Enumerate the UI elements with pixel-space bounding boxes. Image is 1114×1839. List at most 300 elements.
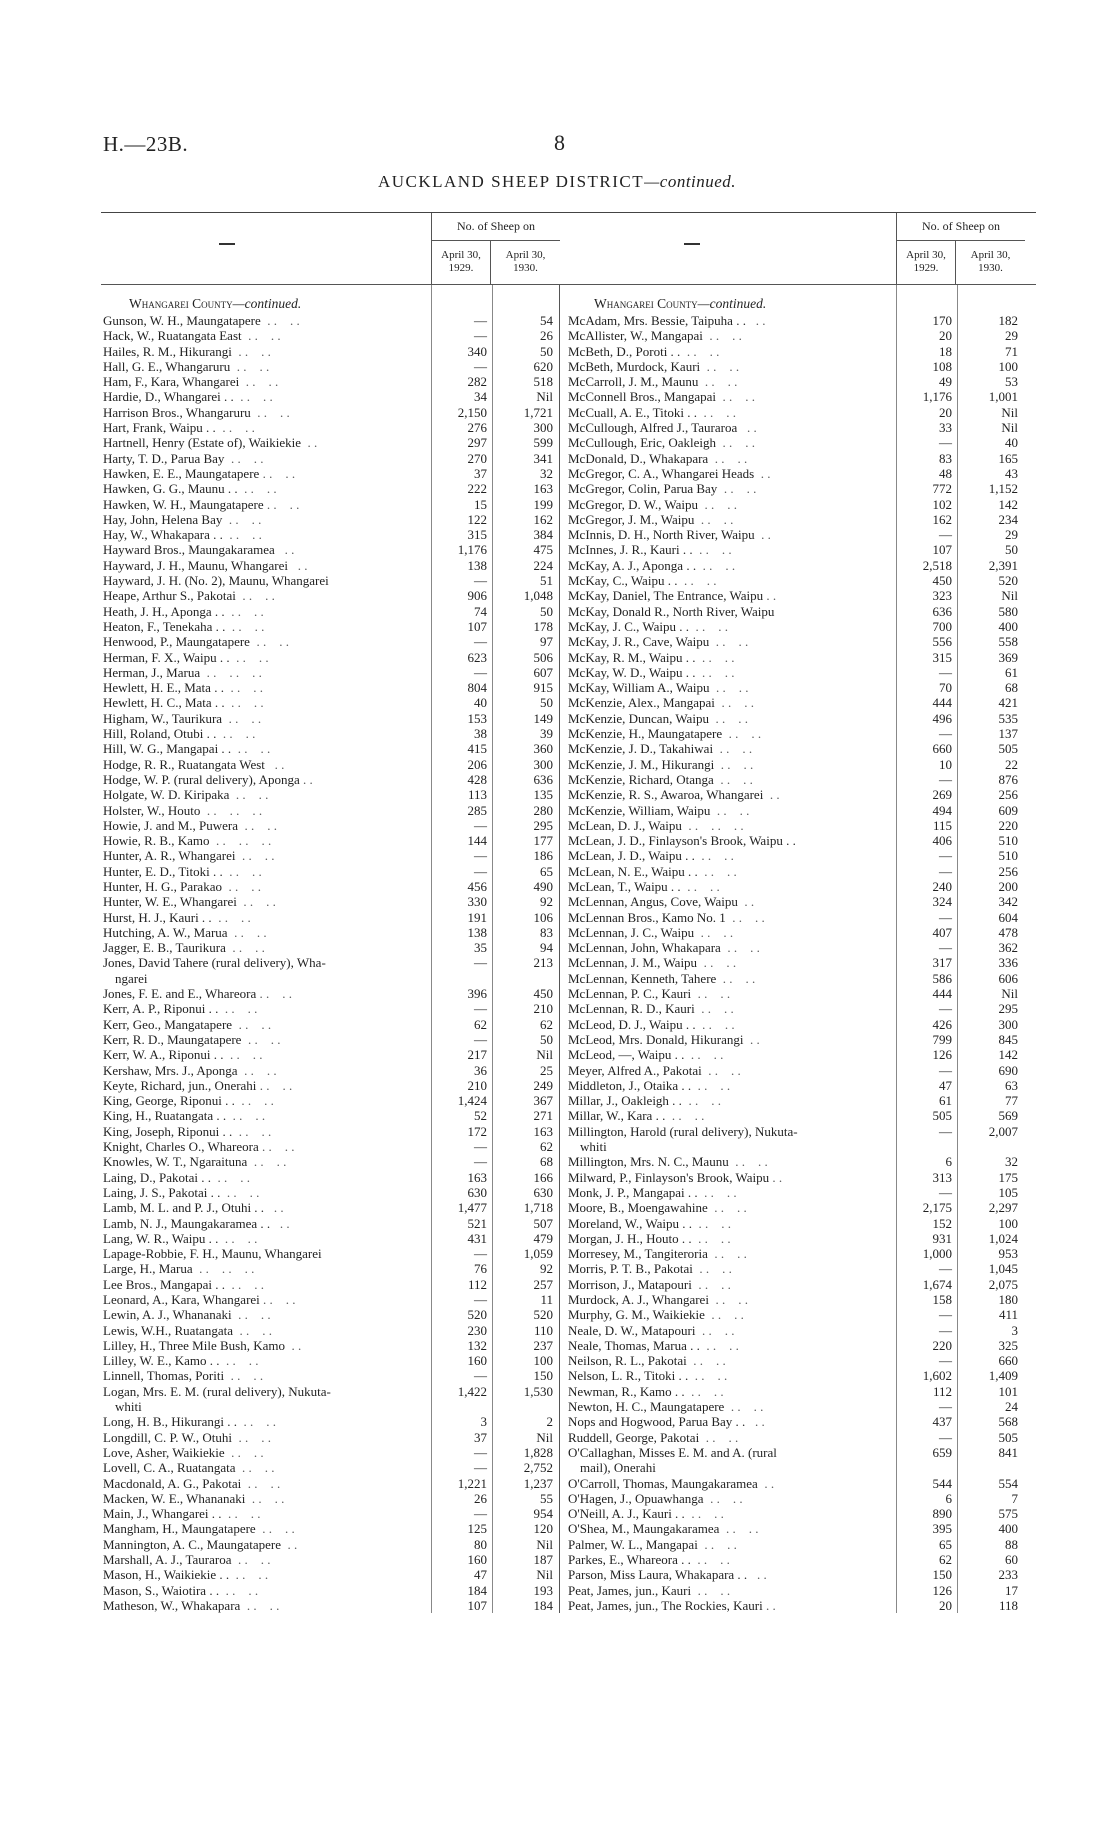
farmer-name: [568, 1598, 890, 1613]
table-row: [101, 864, 571, 879]
table-row: [101, 1506, 571, 1521]
sheep-1929: —: [474, 358, 487, 374]
name-text: Morresey, M., Tangiteroria: [568, 1246, 708, 1262]
sheep-1930: 1,045: [988, 1261, 1018, 1277]
name-text: McLennan, J. C., Waipu: [568, 924, 695, 940]
leader-dots: . . . .: [258, 1139, 295, 1155]
table-row: [101, 1170, 571, 1185]
leader-dots: . . . .: [219, 1353, 259, 1369]
farmer-name: [103, 558, 425, 573]
farmer-name: [103, 1108, 425, 1123]
sheep-1930: 62: [540, 1139, 553, 1155]
name-text: Neale, Thomas, Marua . .: [568, 1337, 700, 1353]
sheep-1930: 220: [998, 817, 1018, 833]
name-text: McKay, J. R., Cave, Waipu: [568, 634, 710, 650]
leader-dots: . . . .: [224, 603, 264, 619]
leader-dots: . . . .: [688, 1368, 728, 1384]
farmer-name: [568, 389, 890, 404]
farmer-name: [568, 1552, 890, 1567]
table-row: [101, 848, 571, 863]
table-row: [566, 344, 1036, 359]
farmer-name: [568, 940, 890, 955]
continued-label: —continued.: [232, 296, 302, 311]
sheep-1929: 170: [932, 313, 952, 328]
april-1930-header: April 30, 1930.: [505, 249, 546, 274]
leader-dots: . . . .: [240, 1597, 280, 1613]
name-text: Lapage-Robbie, F. H., Maunu, Whangarei: [103, 1246, 322, 1262]
farmer-name: [568, 588, 890, 603]
leader-dots: . . . .: [709, 680, 749, 696]
table-row: [101, 359, 571, 374]
table-row: [101, 512, 571, 527]
farmer-name: [568, 466, 890, 481]
name-text: Heaton, F., Tenekaha . .: [103, 618, 226, 634]
leader-dots: . . . .: [223, 1047, 263, 1063]
farmer-name: [103, 1078, 425, 1093]
leader-dots: . . . .: [697, 1536, 737, 1552]
leader-dots: . . . .: [684, 1047, 724, 1063]
sheep-1930: 367: [533, 1093, 553, 1109]
table-row: [566, 848, 1036, 863]
farmer-name: [568, 558, 890, 573]
name-column-dash: [684, 243, 700, 245]
farmer-name: [103, 328, 425, 343]
name-text: McLean, D. J., Waipu: [568, 817, 682, 833]
table-row: [566, 955, 1036, 970]
sheep-1929: —: [474, 848, 487, 864]
name-text: McCuall, A. E., Titoki . .: [568, 404, 697, 420]
farmer-name: [580, 1460, 902, 1475]
name-text: McConnell Bros., Mangapai: [568, 389, 717, 405]
leader-dots: . . . .: [722, 726, 762, 742]
table-row: [101, 818, 571, 833]
sheep-1929: 40: [474, 695, 487, 711]
table-row: [101, 1231, 571, 1246]
farmer-name: [103, 1216, 425, 1231]
table-row: [101, 1063, 571, 1078]
table-row: [566, 695, 1036, 710]
leader-dots: . . . .: [231, 1307, 271, 1323]
table-row: [101, 894, 571, 909]
sheep-1930: 54: [540, 313, 553, 328]
leader-dots: . . . .: [234, 1093, 274, 1109]
farmer-name: [568, 971, 890, 986]
farmer-name: [568, 1261, 890, 1276]
sheep-1929: 1,221: [457, 1475, 487, 1491]
name-text: McKenzie, H., Maungatapere: [568, 726, 723, 742]
name-text: Howie, R. B., Kamo: [103, 833, 210, 849]
table-row: [101, 328, 571, 343]
table-row: [101, 619, 571, 634]
farmer-name: [568, 497, 890, 512]
farmer-name: [103, 619, 425, 634]
sheep-1929: 444: [932, 695, 952, 711]
name-text: whiti: [115, 1399, 142, 1415]
table-row: [101, 879, 571, 894]
sheep-1930: 300: [998, 1016, 1018, 1032]
name-text: O'Carroll, Thomas, Maungakaramea: [568, 1475, 758, 1491]
farmer-name: [568, 1338, 890, 1353]
name-text: Lilley, W. E., Kamo . .: [103, 1353, 220, 1369]
sheep-1930: 184: [533, 1597, 553, 1613]
sheep-1930: 609: [998, 802, 1018, 818]
sheep-1929: 126: [932, 1582, 952, 1598]
table-row: [566, 512, 1036, 527]
sheep-1930: 3: [1011, 1322, 1018, 1338]
farmer-name: [568, 435, 890, 450]
farmer-name: [568, 1414, 890, 1429]
table-row: [101, 650, 571, 665]
farmer-name: [103, 1476, 425, 1491]
name-text: Morrison, J., Matapouri: [568, 1276, 692, 1292]
sheep-1930: 77: [1005, 1093, 1018, 1109]
name-text: Middleton, J., Otaika . .: [568, 1077, 692, 1093]
sheep-1930: 1,718: [523, 1200, 553, 1216]
name-text: Lewis, W.H., Ruatangata: [103, 1322, 233, 1338]
sheep-1930: 954: [533, 1506, 553, 1522]
name-text: McLean, T., Waipu . .: [568, 878, 681, 894]
sheep-1930: 7: [1011, 1490, 1018, 1506]
name-text: O'Neill, A. J., Kauri . .: [568, 1506, 685, 1522]
table-row: [101, 695, 571, 710]
leader-dots: . . . .: [211, 909, 251, 925]
name-text: Mannington, A. C., Maungatapere: [103, 1536, 281, 1552]
table-row: [101, 1491, 571, 1506]
sheep-1930: 150: [533, 1368, 553, 1384]
name-text: McLean, N. E., Waipu . .: [568, 863, 698, 879]
farmer-name: [103, 1338, 425, 1353]
farmer-name: [568, 359, 890, 374]
leader-dots: . .: [754, 465, 771, 481]
farmer-name: [103, 604, 425, 619]
leader-dots: . . . .: [717, 481, 757, 497]
leader-dots: . .: [762, 1597, 776, 1613]
sheep-1929: 297: [467, 435, 487, 451]
farmer-name: [103, 1017, 425, 1032]
leader-dots: . . . .: [692, 542, 732, 558]
table-row: [101, 1368, 571, 1383]
sheep-1929: 191: [467, 909, 487, 925]
leader-dots: . . . .: [236, 1414, 276, 1430]
sheep-1929: —: [939, 1184, 952, 1200]
sheep-1929: 2,150: [457, 404, 487, 420]
leader-dots: . .: [763, 588, 777, 604]
table-row: [566, 1567, 1036, 1582]
leader-dots: . .: [747, 1567, 767, 1583]
table-row: [566, 588, 1036, 603]
table-row: [566, 1108, 1036, 1123]
name-text: McGregor, D. W., Waipu: [568, 496, 698, 512]
farmer-name: [568, 512, 890, 527]
name-text: Howie, J. and M., Puwera: [103, 817, 239, 833]
leader-dots: . . . .: [218, 1001, 258, 1017]
sheep-1930: 135: [533, 787, 553, 803]
leader-dots: . . . .: [713, 771, 753, 787]
leader-dots: . . . .: [719, 1521, 759, 1537]
name-text: Ruddell, George, Pakotai: [568, 1429, 700, 1445]
leader-dots: . . . .: [697, 1184, 737, 1200]
leader-dots: . . . .: [708, 450, 748, 466]
sheep-1929: —: [939, 1353, 952, 1369]
sheep-1930: 479: [533, 1230, 553, 1246]
name-text: Gunson, W. H., Maungatapere: [103, 313, 261, 328]
table-row: [566, 1139, 1036, 1154]
sheep-1930: 580: [998, 603, 1018, 619]
sheep-1929: 269: [932, 787, 952, 803]
farmer-name: [568, 1047, 890, 1062]
farmer-name: [568, 711, 890, 726]
sheep-1930: 636: [533, 771, 553, 787]
sheep-1929: 37: [474, 1429, 487, 1445]
name-text: McLean, J. D., Waipu . .: [568, 848, 695, 864]
leader-dots: . . . .: [677, 573, 717, 589]
sheep-1930: 100: [533, 1353, 553, 1369]
table-row: [566, 420, 1036, 435]
table-row: [566, 1552, 1036, 1567]
sheep-1930: 29: [1005, 527, 1018, 543]
leader-dots: . . . .: [216, 726, 256, 742]
farmer-name: [103, 374, 425, 389]
leader-dots: . . . .: [694, 924, 734, 940]
name-text: McKenzie, Alex., Mangapai: [568, 695, 715, 711]
name-text: McLennan, P. C., Kauri: [568, 986, 692, 1002]
farmer-name: [568, 1246, 890, 1261]
farmer-name: [568, 695, 890, 710]
sheep-1930: 2,075: [988, 1276, 1018, 1292]
table-row: [566, 787, 1036, 802]
leader-dots: . . . .: [247, 1154, 287, 1170]
table-row: [101, 1598, 571, 1613]
farmer-name: [103, 1445, 425, 1460]
farmer-name: [103, 481, 425, 496]
sheep-1929: 544: [932, 1475, 952, 1491]
table-row: [566, 1583, 1036, 1598]
table-row: [101, 1307, 571, 1322]
sheep-1929: —: [474, 328, 487, 344]
sheep-1929: 80: [474, 1536, 487, 1552]
sheep-1930: 341: [533, 450, 553, 466]
april-1929-header: April 30, 1929.: [431, 241, 491, 284]
sheep-1929: 10: [939, 756, 952, 772]
name-text: McLeod, Mrs. Donald, Hikurangi: [568, 1031, 744, 1047]
sheep-1929: 34: [474, 389, 487, 405]
sheep-1930: 88: [1005, 1536, 1018, 1552]
sheep-1930: 342: [998, 894, 1018, 910]
sheep-1930: Nil: [1001, 588, 1018, 604]
name-text: Nops and Hogwood, Parua Bay . .: [568, 1414, 746, 1430]
table-row: [566, 542, 1036, 557]
leader-dots: . .: [743, 1031, 760, 1047]
leader-dots: . . . .: [696, 557, 736, 573]
leader-dots: . . . .: [665, 1108, 705, 1124]
farmer-name: [103, 1537, 425, 1552]
table-row: [566, 1368, 1036, 1383]
farmer-name: [568, 1368, 890, 1383]
leader-dots: . . . .: [224, 1444, 264, 1460]
leader-dots: . .: [264, 756, 285, 772]
page-heading: [0, 172, 1114, 192]
sheep-1929: 184: [467, 1582, 487, 1598]
leader-dots: . . . .: [691, 1276, 731, 1292]
farmer-name: [568, 619, 890, 634]
leader-dots: . . . .: [259, 1292, 296, 1307]
table-row: [566, 389, 1036, 404]
table-row: [566, 986, 1036, 1001]
sheep-1930: 51: [540, 573, 553, 589]
right-table: [566, 212, 1036, 1613]
continued-label: —continued.: [697, 296, 767, 311]
name-text: McLennan, J. M., Waipu: [568, 955, 698, 971]
sheep-1929: 6: [945, 1490, 952, 1506]
sheep-1929: 20: [939, 1597, 952, 1613]
name-text: Lewin, A. J., Whananaki: [103, 1307, 232, 1323]
farmer-name: [103, 405, 425, 420]
leader-dots: . . . .: [728, 1154, 768, 1170]
name-text: Lilley, H., Three Mile Bush, Kamo: [103, 1337, 285, 1353]
farmer-name: [103, 757, 425, 772]
farmer-name: [103, 1323, 425, 1338]
sheep-1930: 300: [533, 420, 553, 436]
sheep-1930: 175: [998, 1169, 1018, 1185]
name-text: McInnis, D. H., North River, Waipu: [568, 527, 755, 543]
name-text: Murdock, A. J., Whangarei: [568, 1292, 709, 1307]
table-row: [101, 1476, 571, 1491]
farmer-name: [103, 940, 425, 955]
table-row: [566, 1078, 1036, 1093]
table-row: [101, 1216, 571, 1231]
sheep-1929: —: [939, 863, 952, 879]
farmer-name: [115, 1399, 437, 1414]
farmer-name: [103, 986, 425, 1001]
name-text: McKay, J. C., Waipu . .: [568, 618, 689, 634]
sheep-1930: 39: [540, 726, 553, 742]
leader-dots: . . . .: [725, 909, 765, 925]
leader-dots: . . . .: [680, 878, 720, 894]
farmer-name: [103, 420, 425, 435]
farmer-name: [103, 1032, 425, 1047]
farmer-name: [568, 405, 890, 420]
farmer-name: [568, 665, 890, 680]
farmer-name: [103, 359, 425, 374]
row-list: [101, 313, 571, 1613]
leader-dots: . . . . . .: [200, 802, 263, 818]
farmer-name: [103, 1384, 425, 1399]
sheep-1929: 890: [932, 1506, 952, 1522]
sheep-1930: 17: [1005, 1582, 1018, 1598]
farmer-name: [568, 1491, 890, 1506]
name-text: whiti: [580, 1139, 607, 1155]
name-text: Kerr, W. A., Riponui . .: [103, 1047, 224, 1063]
name-text: Millar, W., Kara . .: [568, 1108, 666, 1124]
sheep-1930: Nil: [536, 1567, 553, 1583]
table-row: [566, 1154, 1036, 1169]
sheep-1930: 411: [998, 1307, 1018, 1323]
table-row: [101, 1124, 571, 1139]
sheep-1930: 100: [998, 1215, 1018, 1231]
leader-dots: . . . .: [260, 313, 300, 328]
farmer-name: [568, 818, 890, 833]
sheep-1930: 55: [540, 1490, 553, 1506]
sheep-1929: —: [939, 940, 952, 956]
farmer-name: [103, 833, 425, 848]
leader-dots: . . . .: [716, 389, 756, 405]
leader-dots: . . . .: [225, 618, 265, 634]
table-row: [101, 420, 571, 435]
leader-dots: . .: [737, 894, 755, 910]
sheep-1930: 53: [1005, 374, 1018, 390]
sheep-1929: 20: [939, 328, 952, 344]
leader-dots: . . . .: [720, 940, 760, 956]
leader-dots: . . . .: [691, 1230, 731, 1246]
name-text: Large, H., Marua: [103, 1261, 193, 1277]
table-header: [566, 212, 1036, 285]
table-row: [101, 497, 571, 512]
farmer-name: [103, 1246, 425, 1261]
table-row: [566, 604, 1036, 619]
leader-dots: . . . .: [695, 1322, 735, 1338]
leader-dots: . . . .: [681, 1093, 721, 1109]
sheep-1929: 26: [474, 1490, 487, 1506]
sheep-1929: 160: [467, 1353, 487, 1369]
farmer-name: [568, 803, 890, 818]
name-text: Hunter, W. E., Whangarei: [103, 894, 237, 910]
farmer-name: [568, 650, 890, 665]
table-row: [101, 665, 571, 680]
sheep-count-header: No. of Sheep on: [431, 213, 560, 241]
sheep-1929: —: [939, 435, 952, 451]
leader-dots: . . . .: [694, 1001, 734, 1017]
sheep-1929: 206: [467, 756, 487, 772]
leader-dots: . . . .: [691, 1582, 731, 1598]
farmer-name: [103, 512, 425, 527]
farmer-name: [568, 894, 890, 909]
sheep-1929: —: [939, 909, 952, 925]
sheep-1929: 317: [932, 955, 952, 971]
leader-dots: . . . .: [241, 1031, 281, 1047]
sheep-1930: 61: [1005, 664, 1018, 680]
sheep-1929: 126: [932, 1047, 952, 1063]
sheep-1930: 510: [998, 833, 1018, 849]
sheep-1929: 220: [932, 1337, 952, 1353]
table-row: [101, 604, 571, 619]
farmer-name: [568, 1093, 890, 1108]
sheep-1930: 630: [533, 1184, 553, 1200]
table-row: [566, 1246, 1036, 1261]
table-row: [101, 405, 571, 420]
sheep-1929: 700: [932, 618, 952, 634]
table-row: [101, 1567, 571, 1582]
leader-dots: . . . .: [724, 1399, 764, 1415]
sheep-1929: 144: [467, 833, 487, 849]
sheep-1929: 62: [474, 1016, 487, 1032]
name-text: Hack, W., Ruatangata East: [103, 328, 242, 344]
name-text: Hall, G. E., Whangaruru: [103, 358, 231, 374]
leader-dots: . . . .: [702, 328, 742, 344]
farmer-name: [103, 1001, 425, 1016]
farmer-name: [103, 695, 425, 710]
sheep-1929: —: [939, 1307, 952, 1323]
sheep-1929: 3: [480, 1414, 487, 1430]
name-column-dash: [219, 243, 235, 245]
sheep-1929: 315: [467, 527, 487, 543]
table-row: [101, 711, 571, 726]
sheep-1930: 249: [533, 1077, 553, 1093]
sheep-1930: 2: [546, 1414, 553, 1430]
leader-dots: . . . .: [237, 481, 277, 497]
sheep-1930: 507: [533, 1215, 553, 1231]
sheep-1929: 163: [467, 1169, 487, 1185]
sheep-1929: 1,424: [457, 1093, 487, 1109]
